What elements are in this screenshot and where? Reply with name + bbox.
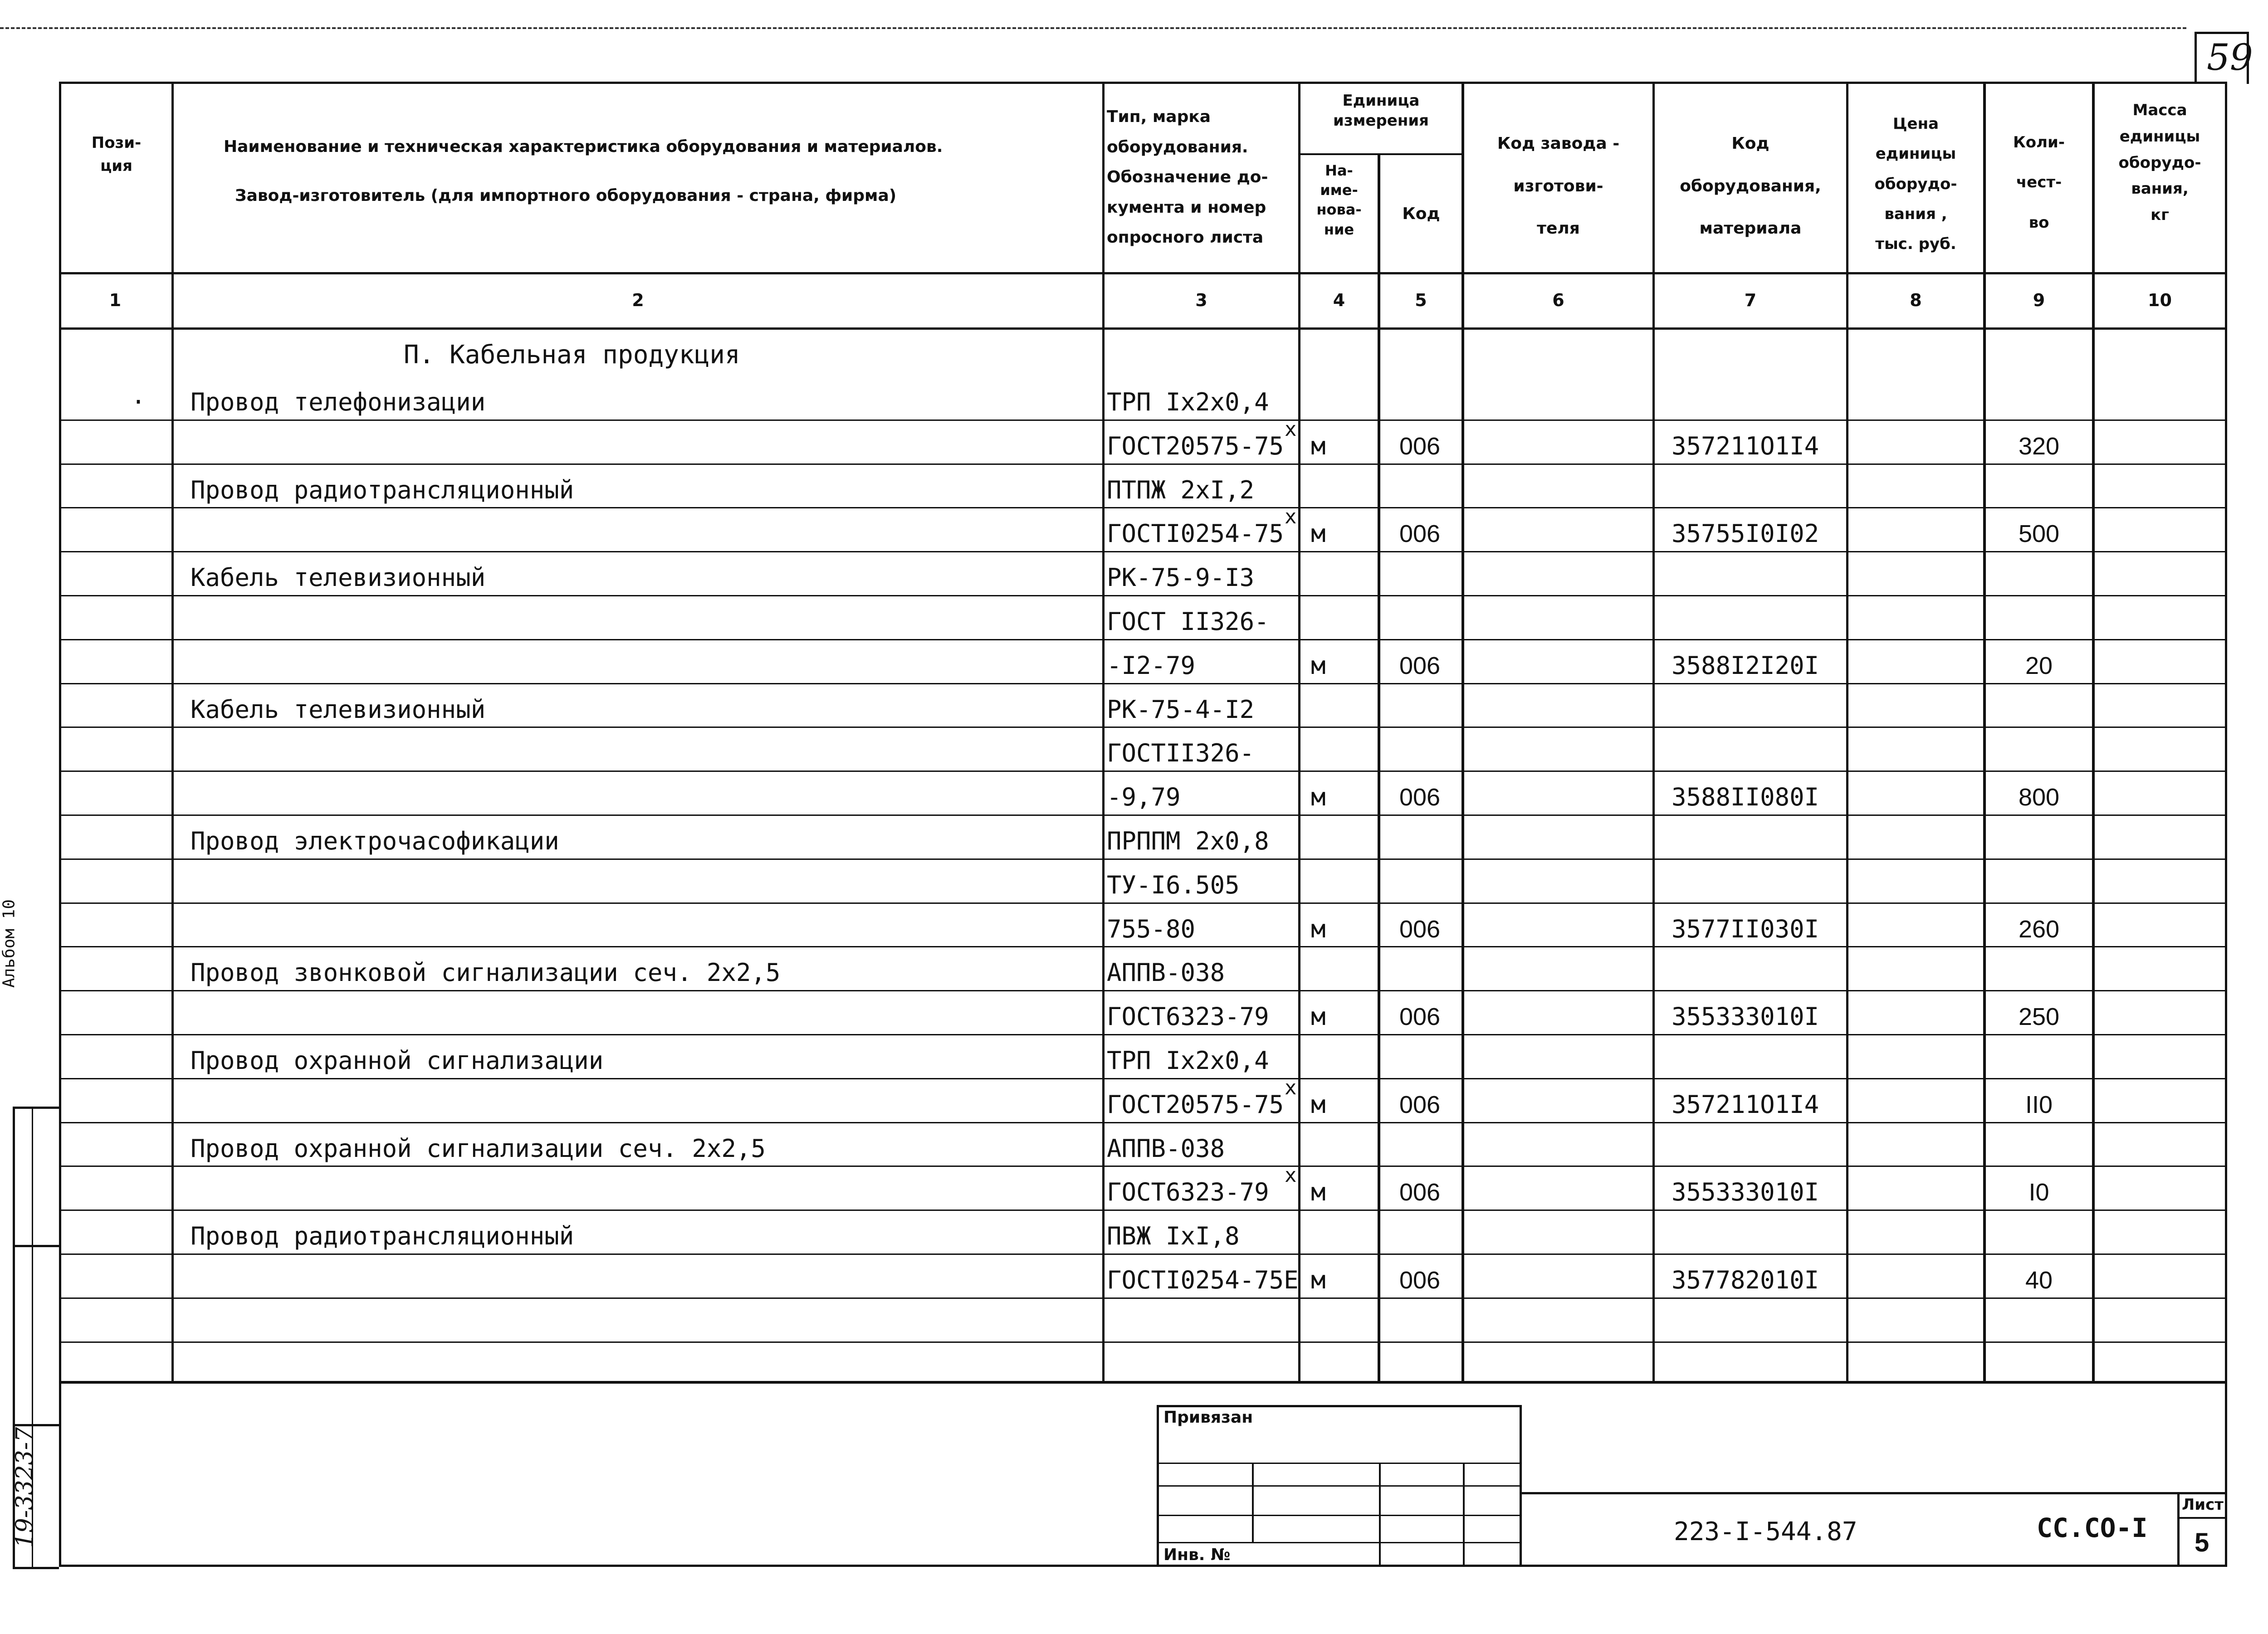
position-cell: [109, 859, 168, 903]
type-cell: РК-75-9-I3: [1107, 563, 1255, 592]
material-code-cell: 3588II080I: [1672, 783, 1819, 812]
unit-name-cell: [1311, 1035, 1374, 1078]
header-material-code: Код оборудования, материала: [1680, 134, 1821, 238]
position-cell: [109, 1254, 168, 1298]
table-row: [0, 552, 2268, 595]
table-row: [0, 640, 2268, 683]
table-row: [0, 684, 2268, 727]
unit-name-cell: м: [1311, 651, 1326, 680]
table-row: [0, 859, 2268, 903]
position-cell: [109, 1079, 168, 1122]
name-cell: Провод электрочасофикации: [191, 827, 559, 855]
material-code-cell: [1672, 1210, 1844, 1254]
column-number: 1: [109, 290, 122, 310]
header-factory-code: Код завода - изготови- теля: [1497, 134, 1620, 238]
name-cell: Провод охранной сигнализации сеч. 2х2,5: [191, 1134, 766, 1163]
unit-code-cell: [1379, 947, 1461, 990]
table-row: [0, 1210, 2268, 1254]
unit-code-cell: 006: [1399, 1267, 1441, 1294]
quantity-cell: [1986, 552, 2092, 595]
unit-code-cell: [1379, 1035, 1461, 1078]
unit-name-cell: [1311, 684, 1374, 727]
table-row: [0, 727, 2268, 771]
position-cell: [109, 464, 168, 508]
position-cell: [109, 1210, 168, 1254]
quantity-cell: 320: [2018, 432, 2060, 460]
position-cell: [109, 596, 168, 639]
name-cell: Провод звонковой сигнализации сеч. 2х2,5: [191, 958, 781, 987]
name-cell: Провод радиотрансляционный: [191, 475, 574, 504]
unit-code-cell: 006: [1399, 520, 1441, 548]
unit-name-cell: м: [1311, 1266, 1326, 1294]
table-row: [0, 417, 2268, 464]
name-cell: Кабель телевизионный: [191, 695, 486, 724]
type-cell: ПТПЖ 2хI,2: [1107, 475, 1255, 504]
material-code-cell: 357782010I: [1672, 1266, 1819, 1294]
type-cell: ГОСТ6323-79: [1107, 1178, 1269, 1207]
name-cell: [191, 1166, 1098, 1210]
column-number: 4: [1333, 290, 1345, 310]
type-cell: ТРП Iх2х0,4: [1107, 1046, 1269, 1075]
quantity-cell: 250: [2018, 1003, 2060, 1031]
unit-code-cell: 006: [1399, 915, 1441, 943]
name-cell: [191, 1254, 1098, 1298]
unit-code-cell: 006: [1399, 1091, 1441, 1118]
position-cell: [109, 684, 168, 727]
quantity-cell: 260: [2018, 915, 2060, 943]
column-number: 9: [2033, 290, 2045, 310]
column-number: 7: [1744, 290, 1757, 310]
table-row: [0, 947, 2268, 990]
unit-code-cell: 006: [1399, 784, 1441, 811]
quantity-cell: 800: [2018, 784, 2060, 811]
type-cell: ГОСТII326-: [1107, 739, 1255, 768]
position-cell: [109, 552, 168, 595]
position-cell: [109, 815, 168, 859]
type-cell: ГОСТ6323-79: [1107, 1002, 1269, 1031]
sheet-code: СС.СО-I: [2037, 1512, 2148, 1543]
table-row: [0, 1123, 2268, 1166]
superscript-mark: х: [1285, 417, 1297, 441]
unit-code-cell: 006: [1399, 1179, 1441, 1206]
type-cell: ТРП Iх2х0,4: [1107, 388, 1269, 416]
quantity-cell: [1986, 859, 2092, 903]
material-code-cell: [1672, 464, 1844, 508]
superscript-mark: х: [1285, 505, 1297, 529]
quantity-cell: 500: [2018, 520, 2060, 548]
type-cell: ГОСТI0254-75: [1107, 519, 1284, 548]
quantity-cell: [1986, 1210, 2092, 1254]
name-cell: [191, 991, 1098, 1034]
position-cell: [109, 640, 168, 683]
column-number: 3: [1195, 290, 1207, 310]
type-cell: ТУ-I6.505: [1107, 870, 1240, 899]
material-code-cell: [1672, 376, 1844, 420]
material-code-cell: 357211О1I4: [1672, 431, 1819, 460]
name-cell: [191, 727, 1098, 771]
quantity-cell: [1986, 684, 2092, 727]
unit-code-cell: [1379, 552, 1461, 595]
table-row: [0, 596, 2268, 639]
unit-name-cell: м: [1311, 1090, 1326, 1119]
header-type: Тип, марка оборудования. Обозначение до- кумента и номер опросного листа: [1107, 107, 1268, 247]
quantity-cell: I0: [2028, 1179, 2049, 1206]
table-row: [0, 991, 2268, 1034]
table-row: [0, 771, 2268, 815]
table-row: [0, 464, 2268, 508]
table-row: [0, 815, 2268, 859]
type-cell: ГОСТI0254-75Е: [1107, 1266, 1299, 1294]
unit-code-cell: [1379, 727, 1461, 771]
name-cell: [191, 420, 1098, 464]
header-name: Наименование и техническая характеристика оборудования и материалов. Завод-изготовитель (для импортного оборудования - страна, фирма): [224, 137, 943, 205]
album-label: Альбом 10: [0, 899, 19, 988]
unit-code-cell: [1379, 859, 1461, 903]
table-row: [0, 1035, 2268, 1078]
section-title: П. Кабельная продукция: [404, 340, 740, 370]
material-code-cell: [1672, 1123, 1844, 1166]
material-code-cell: [1672, 859, 1844, 903]
header-mass: Масса единицы оборудо- вания, кг: [2118, 101, 2201, 224]
name-cell: Провод охранной сигнализации: [191, 1046, 604, 1075]
position-cell: [109, 1166, 168, 1210]
quantity-cell: [1986, 376, 2092, 420]
material-code-cell: 355333010I: [1672, 1002, 1819, 1031]
position-cell: [109, 1035, 168, 1078]
table-row: [0, 1254, 2268, 1298]
unit-name-cell: м: [1311, 519, 1326, 548]
type-cell: -I2-79: [1107, 651, 1196, 680]
type-cell: АППВ-038: [1107, 1134, 1225, 1163]
name-cell: Кабель телевизионный: [191, 563, 486, 592]
name-cell: [191, 903, 1098, 947]
table-row: [0, 505, 2268, 551]
type-cell: ПРППМ 2х0,8: [1107, 827, 1269, 855]
material-code-cell: [1672, 552, 1844, 595]
unit-name-cell: м: [1311, 783, 1326, 812]
top-dashed-line: [0, 27, 2186, 29]
unit-code-cell: 006: [1399, 652, 1441, 679]
unit-name-cell: м: [1311, 431, 1326, 460]
row-divider: [59, 1341, 2227, 1343]
unit-name-cell: [1311, 596, 1374, 639]
stamp-inv-label: Инв. №: [1163, 1546, 1231, 1564]
position-cell: [109, 420, 168, 464]
unit-code-cell: [1379, 684, 1461, 727]
table-row: [0, 1166, 2268, 1210]
quantity-cell: 20: [2025, 652, 2053, 679]
unit-code-cell: [1379, 464, 1461, 508]
type-cell: РК-75-4-I2: [1107, 695, 1255, 724]
unit-code-cell: [1379, 376, 1461, 420]
unit-code-cell: 006: [1399, 1003, 1441, 1031]
quantity-cell: [1986, 1035, 2092, 1078]
material-code-cell: [1672, 596, 1844, 639]
column-number: 8: [1910, 290, 1922, 310]
unit-name-cell: [1311, 552, 1374, 595]
unit-name-cell: [1311, 376, 1374, 420]
row-divider: [59, 1297, 2227, 1299]
material-code-cell: [1672, 947, 1844, 990]
material-code-cell: 35755I0I02: [1672, 519, 1819, 548]
unit-name-cell: м: [1311, 1178, 1326, 1207]
sheet-number: 5: [2195, 1528, 2209, 1557]
sheet-label: Лист: [2182, 1496, 2224, 1514]
type-cell: ГОСТ20575-75: [1107, 431, 1284, 460]
header-price: Цена единицы оборудо- вания , тыс. руб.: [1874, 115, 1957, 254]
column-number: 6: [1552, 290, 1564, 310]
header-unit-code: Код: [1402, 205, 1440, 223]
unit-code-cell: [1379, 1123, 1461, 1166]
quantity-cell: [1986, 947, 2092, 990]
archive-number: 19-3323-7: [11, 1427, 39, 1548]
type-cell: АППВ-038: [1107, 958, 1225, 987]
header-position: Пози- ция: [91, 134, 142, 175]
table-row: [0, 903, 2268, 947]
unit-code-cell: [1379, 815, 1461, 859]
column-number: 5: [1415, 290, 1427, 310]
name-cell: Провод радиотрансляционный: [191, 1222, 574, 1251]
column-number: 2: [632, 290, 644, 310]
page-number: 59: [2207, 36, 2253, 78]
name-cell: [191, 640, 1098, 683]
superscript-mark: х: [1285, 1076, 1297, 1099]
quantity-cell: [1986, 464, 2092, 508]
material-code-cell: [1672, 1035, 1844, 1078]
unit-code-cell: [1379, 596, 1461, 639]
table-row: [0, 1076, 2268, 1122]
type-cell: ПВЖ IхI,8: [1107, 1222, 1240, 1251]
name-cell: [191, 508, 1098, 551]
position-cell: [109, 771, 168, 815]
table-row: [0, 376, 2268, 420]
material-code-cell: 357211О1I4: [1672, 1090, 1819, 1119]
unit-name-cell: [1311, 464, 1374, 508]
superscript-mark: х: [1285, 1164, 1297, 1187]
material-code-cell: 355333010I: [1672, 1178, 1819, 1207]
type-cell: 755-80: [1107, 914, 1196, 943]
position-cell: [109, 727, 168, 771]
quantity-cell: II0: [2025, 1091, 2053, 1118]
name-cell: Провод телефонизации: [191, 388, 486, 416]
position-cell: [109, 508, 168, 551]
quantity-cell: [1986, 727, 2092, 771]
unit-name-cell: [1311, 815, 1374, 859]
position-cell: ·: [131, 388, 146, 416]
unit-name-cell: [1311, 727, 1374, 771]
type-cell: ГОСТ20575-75: [1107, 1090, 1284, 1119]
quantity-cell: [1986, 815, 2092, 859]
material-code-cell: [1672, 684, 1844, 727]
header-unit-group: Единица измерения: [1333, 92, 1429, 130]
quantity-cell: [1986, 1123, 2092, 1166]
unit-name-cell: [1311, 947, 1374, 990]
unit-name-cell: [1311, 1210, 1374, 1254]
column-number: 10: [2148, 290, 2172, 310]
type-cell: ГОСТ II326-: [1107, 607, 1269, 636]
quantity-cell: 40: [2025, 1267, 2053, 1294]
quantity-cell: [1986, 596, 2092, 639]
material-code-cell: 3588I2I20I: [1672, 651, 1819, 680]
material-code-cell: [1672, 815, 1844, 859]
position-cell: [109, 1123, 168, 1166]
header-quantity: Коли- чест- во: [2013, 133, 2065, 232]
name-cell: [191, 1079, 1098, 1122]
unit-name-cell: [1311, 1123, 1374, 1166]
position-cell: [109, 947, 168, 990]
unit-name-cell: [1311, 859, 1374, 903]
name-cell: [191, 596, 1098, 639]
stamp-bound-label: Привязан: [1163, 1408, 1253, 1427]
unit-name-cell: м: [1311, 914, 1326, 943]
header-unit-name: На- име- нова- ние: [1316, 162, 1362, 238]
position-cell: [109, 991, 168, 1034]
material-code-cell: 3577II030I: [1672, 914, 1819, 943]
name-cell: [191, 859, 1098, 903]
unit-code-cell: 006: [1399, 432, 1441, 460]
position-cell: [109, 903, 168, 947]
name-cell: [191, 771, 1098, 815]
unit-code-cell: [1379, 1210, 1461, 1254]
type-cell: -9,79: [1107, 783, 1181, 812]
unit-name-cell: м: [1311, 1002, 1326, 1031]
document-code: 223-I-544.87: [1674, 1517, 1857, 1546]
material-code-cell: [1672, 727, 1844, 771]
